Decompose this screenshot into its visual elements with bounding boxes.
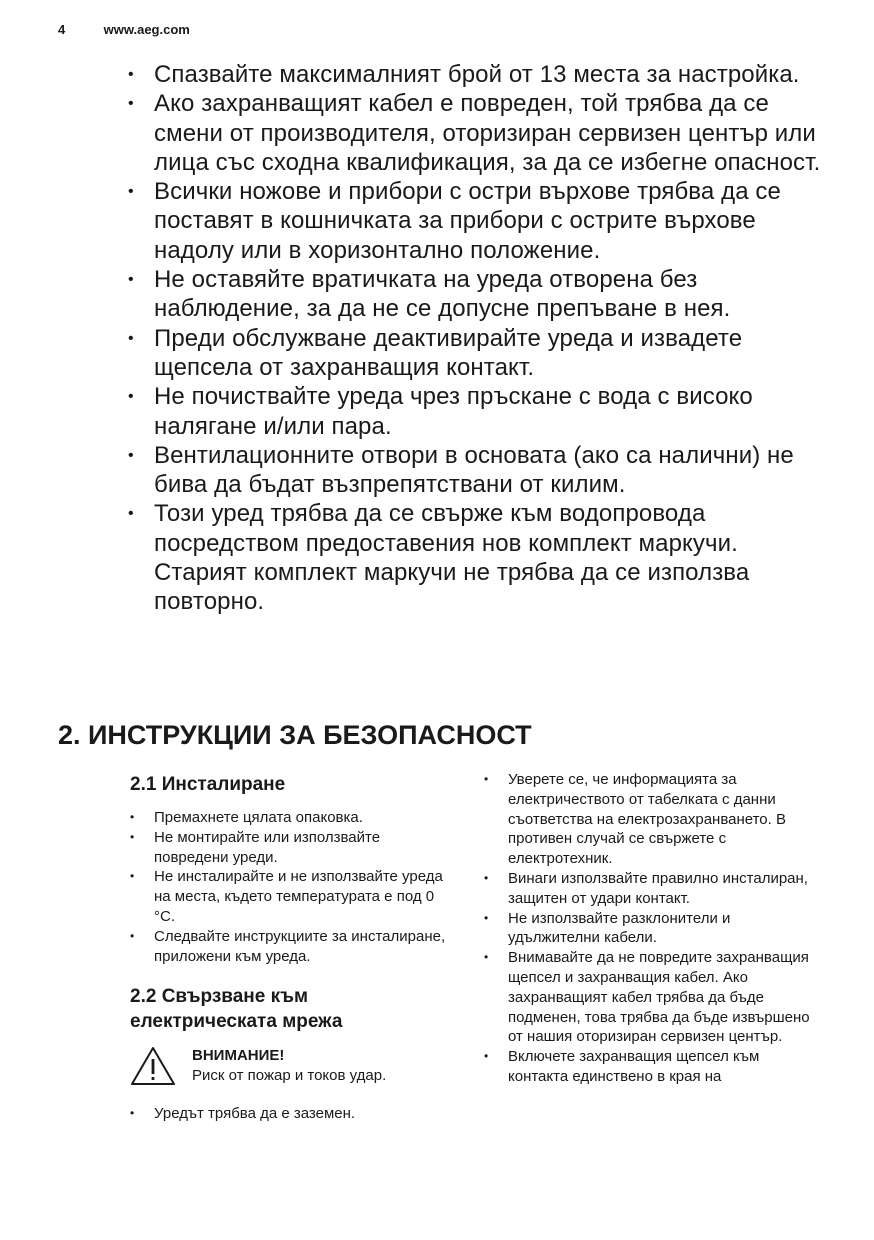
warning-text: Риск от пожар и токов удар. xyxy=(192,1067,387,1085)
list-item: • Не оставяйте вратичката на уреда отворена без наблюдение, за да не се допусне препъване в нея. xyxy=(128,265,828,324)
install-heading: 2.1 Инсталиране xyxy=(130,774,286,795)
right-column xyxy=(484,770,814,1087)
website-url[interactable]: www.aeg.com xyxy=(103,22,190,37)
warning-title: ВНИМАНИЕ! xyxy=(192,1047,285,1065)
list-item: • Уверете се, че информацията за електричеството от табелката с данни съответства на електрозахранването. В противен случай се свържете с електротехник. xyxy=(484,770,814,869)
list-item: • Винаги използвайте правилно инсталиран, защитен от удари контакт. xyxy=(484,869,814,909)
list-item: • Този уред трябва да се свърже към водопровода посредством предоставения нов комплект маркучи. Старият комплект маркучи не трябва да се използва повторно. xyxy=(128,499,828,616)
list-item: • Всички ножове и прибори с остри върхове трябва да се поставят в кошничката за прибори с острите върхове надолу или в хоризонтално положение. xyxy=(128,177,828,265)
list-item: • Не почиствайте уреда чрез пръскане с вода с високо налягане и/или пара. xyxy=(128,382,828,441)
list-item: • Уредът трябва да е заземен. xyxy=(130,1104,450,1124)
left-column xyxy=(130,772,450,1124)
list-item: • Премахнете цялата опаковка. xyxy=(130,808,450,828)
warning-box xyxy=(130,1046,450,1086)
list-item: • Спазвайте максималният брой от 13 места за настройка. xyxy=(128,60,828,89)
electrical-list-continued xyxy=(484,770,814,1087)
electrical-heading: 2.2 Свързване към електрическата мрежа xyxy=(130,986,343,1033)
list-item: • Не инсталирайте и не използвайте уреда на места, където температурата е под 0 °C. xyxy=(130,867,450,926)
page-number: 4 xyxy=(58,22,66,37)
page-header xyxy=(58,22,190,37)
list-item: • Не използвайте разклонители и удължителни кабели. xyxy=(484,909,814,949)
electrical-list xyxy=(130,1104,450,1124)
list-item: • Не монтирайте или използвайте повредени уреди. xyxy=(130,828,450,868)
safety-list xyxy=(128,60,828,617)
list-item: • Преди обслужване деактивирайте уреда и извадете щепсела от захранващия контакт. xyxy=(128,324,828,383)
list-item: • Вентилационните отвори в основата (ако са налични) не бива да бъдат възпрепятствани от килим. xyxy=(128,441,828,500)
list-item: • Ако захранващият кабел е повреден, той трябва да се смени от производителя, оторизиран сервизен център или лица със сходна квалификация, за да се избегне опасност. xyxy=(128,89,828,177)
warning-text-block xyxy=(192,1046,386,1086)
warning-triangle-icon xyxy=(130,1046,176,1086)
section-title: 2. ИНСТРУКЦИИ ЗА БЕЗОПАСНОСТ xyxy=(58,720,532,750)
list-item: • Включете захранващия щепсел към контакта единствено в края на xyxy=(484,1047,814,1087)
list-item: • Следвайте инструкциите за инсталиране, приложени към уреда. xyxy=(130,927,450,967)
install-list xyxy=(130,808,450,966)
list-item: • Внимавайте да не повредите захранващия щепсел и захранващия кабел. Ако захранващият кабел трябва да бъде подменен, това трябва да бъде извършено от нашия оторизиран сервизен център. xyxy=(484,948,814,1047)
